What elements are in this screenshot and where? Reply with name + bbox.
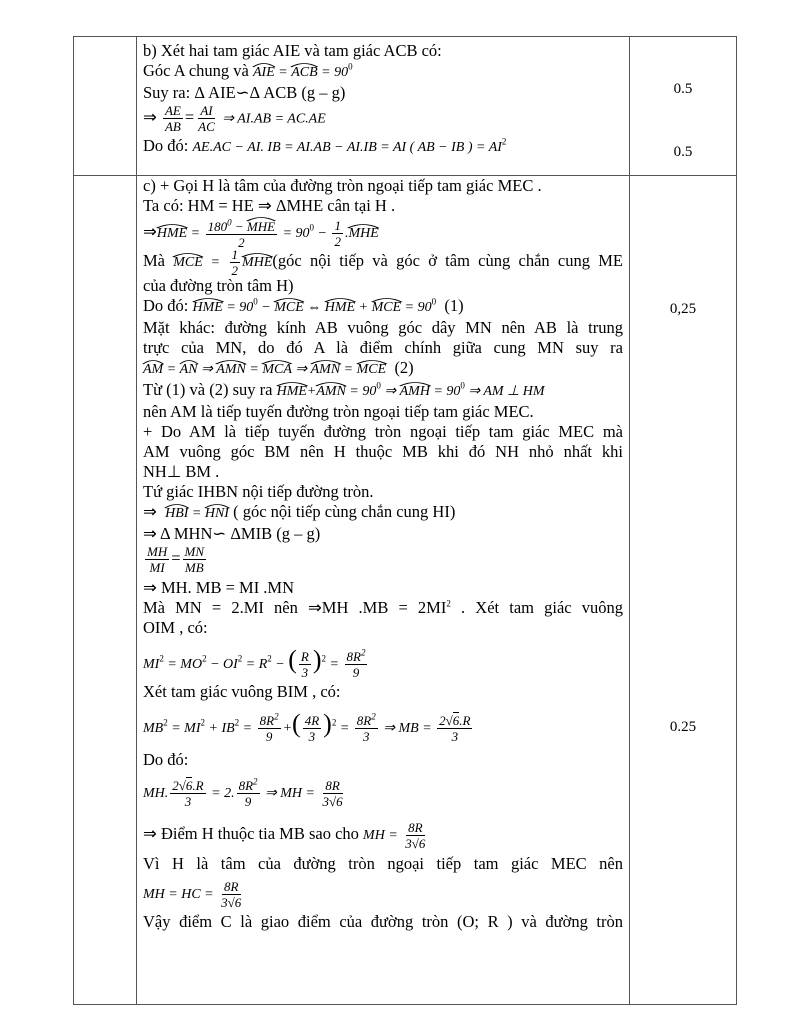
part-c-tangent-line: Từ (1) và (2) suy ra HME+ AMN = $90^0$ ⇒ AMH = $90^0$ ⇒ AM ⊥ HM xyxy=(143,380,545,399)
part-b-body xyxy=(143,37,623,175)
part-c-eq2-line: AM = AN ⇒ AMN = MCA ⇒ AMN = MCE (2) xyxy=(143,358,414,377)
score-c-2: 0.25 xyxy=(669,719,697,735)
part-c-line: AM vuông góc BM nên H thuộc MB khi đó NH nhỏ nhất khi xyxy=(143,442,623,461)
part-c-line: Tứ giác IHBN nội tiếp đường tròn. xyxy=(143,482,374,501)
part-c-score-cell xyxy=(630,176,737,1005)
part-c-heading: c) + Gọi H là tâm của đường tròn ngoại tiếp tam giác MEC . xyxy=(143,176,542,195)
part-c-line: nên AM là tiếp tuyến đường tròn ngoại tiếp tam giác MEC. xyxy=(143,402,534,421)
part-c-line: Ta có: HM = HE ⇒ ΔMHE cân tại H . xyxy=(143,196,396,215)
part-c-ratio-line: $\frac{MH}{MI}$ = $\frac{MN}{MB}$ xyxy=(147,544,205,575)
part-c-formula-hme: ⇒ HME = $180^0$ − MHE 2 = $90^0$ − $\frac{1}{2}$ . MHE xyxy=(143,217,379,250)
part-b-heading: b) Xét hai tam giác AIE và tam giác ACB có: xyxy=(143,41,442,60)
empty-column-cell xyxy=(74,176,137,1005)
part-c-line: ⇒ MH. MB = MI .MN xyxy=(143,578,295,597)
part-c-line: Mặt khác: đường kính AB vuông góc dây MN nên AB là trung xyxy=(143,318,623,337)
part-c-line: NH⊥ BM . xyxy=(143,462,220,481)
part-c-line: Xét tam giác vuông BIM , có: xyxy=(143,682,341,701)
part-c-line: + Do AM là tiếp tuyến đường tròn ngoại tiếp tam giác MEC mà xyxy=(143,422,623,441)
part-c-mn-line: Mà MN = 2.MI nên ⇒MH $.MB = 2MI^2$ . Xét tam giác vuông xyxy=(143,598,624,617)
part-b-conclusion-line: Do đó: AE.AC − AI. IB = AI.AB − AI.IB = AI ( AB − IB ) = $AI^2$ xyxy=(143,136,507,155)
score-c-1: 0,25 xyxy=(669,301,697,317)
score-b-1: 0.5 xyxy=(673,81,693,97)
part-b-ratio-line: ⇒ $\frac{AE}{AB}$ = $\frac{AI}{AC}$ ⇒ AI.AB = AC.AE xyxy=(143,103,326,134)
part-b-score-cell xyxy=(630,37,737,176)
part-c-body xyxy=(143,176,623,1004)
part-b-content xyxy=(137,37,630,176)
score-b-2: 0.5 xyxy=(673,144,693,160)
solution-table xyxy=(73,36,737,1005)
part-c-line: ⇒ Δ MHN∽ ΔMIB (g – g) xyxy=(143,524,321,543)
part-c-line: OIM , có: xyxy=(143,618,208,637)
part-c-content xyxy=(137,176,630,1005)
part-c-hbi-line: ⇒ HBI = HNI ( góc nội tiếp cùng chắn cung HI) xyxy=(143,502,456,521)
part-c-line: của đường tròn tâm H) xyxy=(143,276,294,295)
part-c-line: trực của MN, do đó A là điểm chính giữa cung MN suy ra xyxy=(143,338,623,357)
part-c-mb-formula: $MB^2 = MI^2 + IB^2$ = $\frac{8R^2}{9}$ +( $\frac{4R}{3}$ )$^2$ = $\frac{8R^2}{3}$ ⇒ MB = $\frac{2√6.R}{3}$ xyxy=(143,709,471,744)
part-c-mi-formula: $MI^2 = MO^2 - OI^2 = R^2$ − ( $\frac{R}{3}$ )$^2$ = $\frac{8R^2}{9}$ xyxy=(143,645,366,680)
part-b-angle-line: Góc A chung và AIE = ACB = $90^0$ xyxy=(143,61,353,80)
empty-column-cell xyxy=(74,37,137,176)
part-c-eq1-line: Do đó: HME = $90^0$ − MCE ⇔ HME + MCE = $90^0$ (1) xyxy=(143,296,464,315)
part-c-line: Vậy điểm C là giao điểm của đường tròn (O; R ) và đường tròn xyxy=(143,912,623,931)
part-c-line: Vì H là tâm của đường tròn ngoại tiếp tam giác MEC nên xyxy=(143,854,623,873)
part-c-mh-formula: MH. $\frac{2√6.R}{3}$ = 2. $\frac{8R^2}{9}$ ⇒ MH = $\frac{8R}{3√6}$ xyxy=(143,776,343,809)
part-c-hc-line: MH = HC = $\frac{8R}{3√6}$ xyxy=(143,878,242,910)
part-c-point-h-line: ⇒ Điểm H thuộc tia MB sao cho MH = $\frac{8R}{3√6}$ xyxy=(143,819,426,851)
part-b-similar-line: Suy ra: Δ AIE∽Δ ACB (g – g) xyxy=(143,83,346,102)
part-c-line: Do đó: xyxy=(143,750,189,769)
part-c-mce-line: Mà MCE = $\frac{1}{2}$ MHE(góc nội tiếp và góc ở tâm cùng chắn cung ME xyxy=(143,246,623,278)
